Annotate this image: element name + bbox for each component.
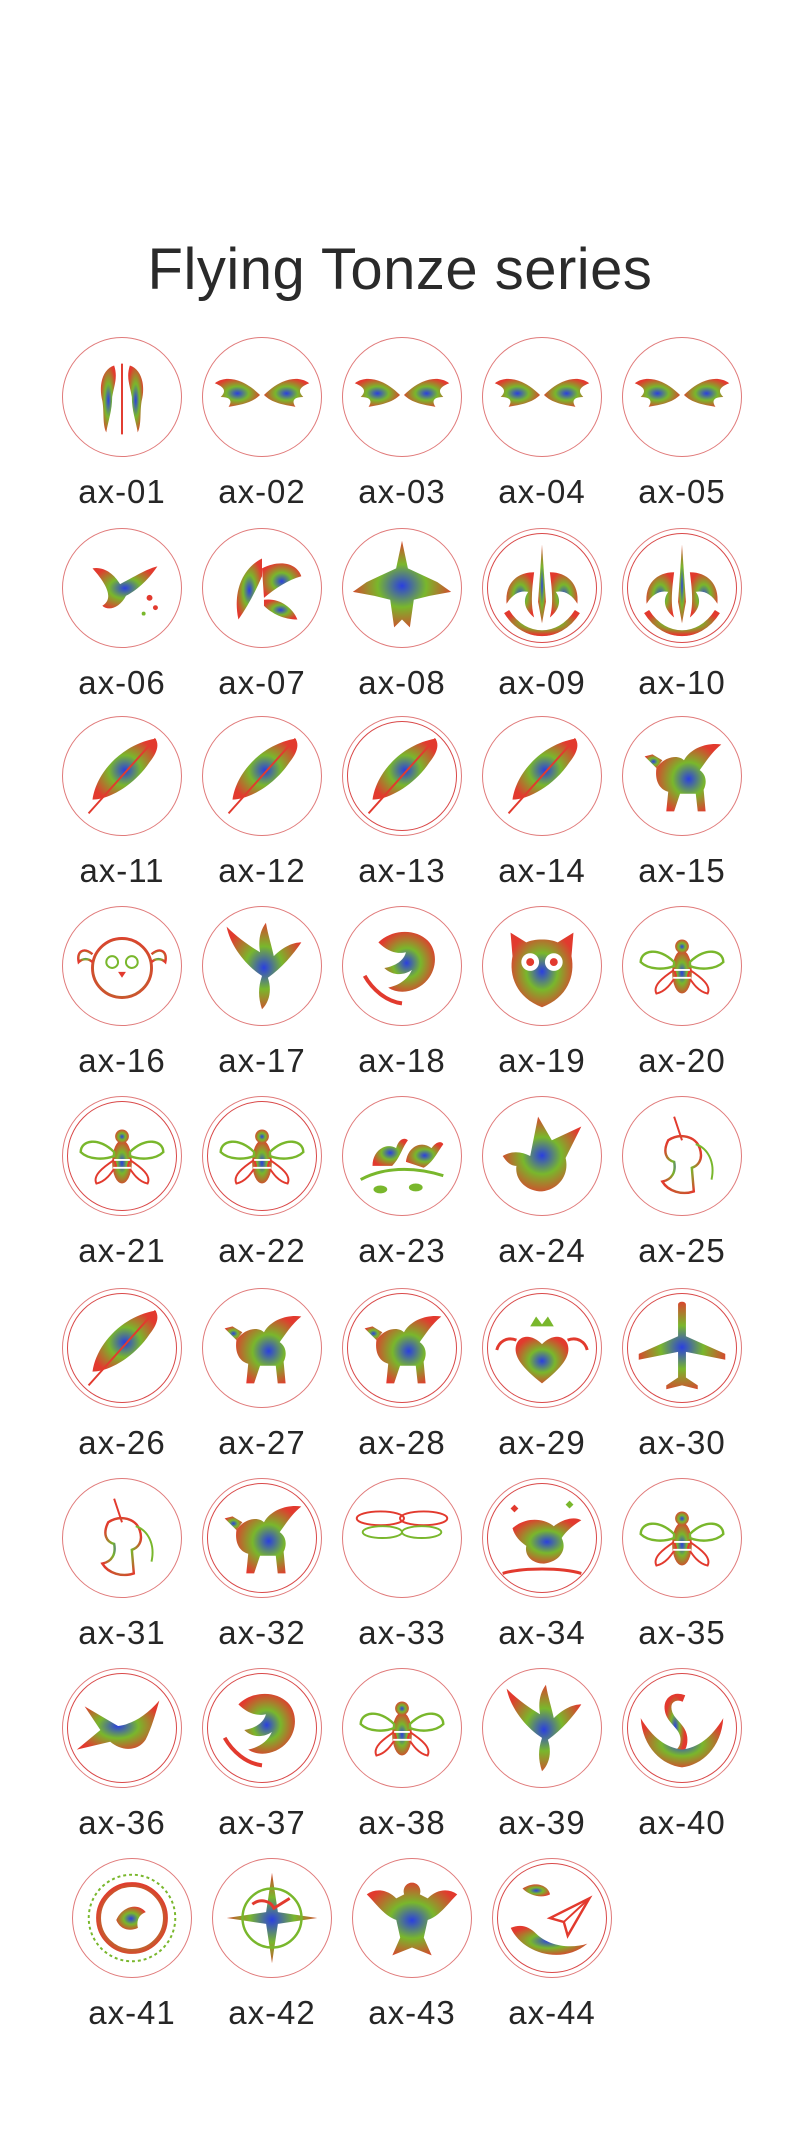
seal-code-label: ax-04 <box>498 473 586 510</box>
seal-code-label: ax-25 <box>638 1232 726 1269</box>
seal-stamp <box>202 1288 322 1408</box>
feather-icon <box>343 717 461 835</box>
seal-item-ax-22[interactable] <box>192 1096 332 1278</box>
bee-icon <box>63 1097 181 1215</box>
twin-birds-icon <box>63 338 181 456</box>
paper-plane-icon <box>493 1859 611 1977</box>
seal-code-label: ax-27 <box>218 1424 306 1461</box>
seal-item-ax-37[interactable] <box>192 1668 332 1850</box>
stork-icon <box>483 1479 601 1597</box>
bee-icon <box>623 907 741 1025</box>
seal-stamp <box>62 1478 182 1598</box>
seal-code-label: ax-18 <box>358 1042 446 1079</box>
seal-stamp <box>62 1288 182 1408</box>
seal-stamp <box>622 906 742 1026</box>
seal-item-ax-43[interactable] <box>342 1858 482 2040</box>
seal-stamp <box>622 528 742 648</box>
seal-code-label: ax-20 <box>638 1042 726 1079</box>
pegasus-icon <box>623 717 741 835</box>
seal-code-label: ax-02 <box>218 473 306 510</box>
unicorn-icon <box>63 1479 181 1597</box>
seal-item-ax-01[interactable] <box>52 337 192 519</box>
seal-stamp <box>202 337 322 457</box>
airplane-icon <box>623 1289 741 1407</box>
seal-code-label: ax-09 <box>498 664 586 701</box>
seal-code-label: ax-35 <box>638 1614 726 1651</box>
wings-icon <box>343 338 461 456</box>
seal-code-label: ax-36 <box>78 1804 166 1841</box>
dragon-icon <box>203 1669 321 1787</box>
seal-item-ax-02[interactable] <box>192 337 332 519</box>
seal-item-ax-35[interactable] <box>612 1478 752 1660</box>
seal-code-label: ax-17 <box>218 1042 306 1079</box>
seal-stamp <box>482 1096 602 1216</box>
seal-stamp <box>352 1858 472 1978</box>
seal-item-ax-33[interactable] <box>332 1478 472 1660</box>
seal-stamp <box>482 716 602 836</box>
seal-code-label: ax-19 <box>498 1042 586 1079</box>
seal-item-ax-26[interactable] <box>52 1288 192 1470</box>
seal-item-ax-42[interactable] <box>202 1858 342 2040</box>
seal-code-label: ax-32 <box>218 1614 306 1651</box>
seal-code-label: ax-40 <box>638 1804 726 1841</box>
seal-item-ax-28[interactable] <box>332 1288 472 1470</box>
owl-chick-icon <box>63 907 181 1025</box>
dragon-icon <box>343 907 461 1025</box>
seal-stamp <box>342 1096 462 1216</box>
seal-item-ax-03[interactable] <box>332 337 472 519</box>
seal-stamp <box>212 1858 332 1978</box>
seal-item-ax-38[interactable] <box>332 1668 472 1850</box>
seal-item-ax-04[interactable] <box>472 337 612 519</box>
swallow-icon <box>63 1669 181 1787</box>
unicorn-icon <box>623 1097 741 1215</box>
seal-stamp <box>492 1858 612 1978</box>
seal-item-ax-20[interactable] <box>612 906 752 1088</box>
hummingbird-icon <box>63 529 181 647</box>
pegasus-icon <box>343 1289 461 1407</box>
dragonfly-icon <box>343 1479 461 1597</box>
seal-item-ax-11[interactable] <box>52 716 192 898</box>
seal-item-ax-13[interactable] <box>332 716 472 898</box>
seal-item-ax-31[interactable] <box>52 1478 192 1660</box>
seal-code-label: ax-03 <box>358 473 446 510</box>
seal-item-ax-41[interactable] <box>62 1858 202 2040</box>
seal-code-label: ax-38 <box>358 1804 446 1841</box>
feather-icon <box>203 717 321 835</box>
seal-stamp <box>202 528 322 648</box>
seal-stamp <box>72 1858 192 1978</box>
seal-stamp <box>62 337 182 457</box>
seal-stamp <box>342 1478 462 1598</box>
phoenix-icon <box>483 1669 601 1787</box>
seal-item-ax-30[interactable] <box>612 1288 752 1470</box>
pegasus-icon <box>203 1479 321 1597</box>
seal-stamp <box>622 1668 742 1788</box>
feather-icon <box>63 717 181 835</box>
seal-item-ax-16[interactable] <box>52 906 192 1088</box>
seal-code-label: ax-31 <box>78 1614 166 1651</box>
seal-code-label: ax-28 <box>358 1424 446 1461</box>
seal-code-label: ax-11 <box>79 852 165 889</box>
seal-stamp <box>482 1288 602 1408</box>
seal-item-ax-14[interactable] <box>472 716 612 898</box>
seal-stamp <box>482 528 602 648</box>
seal-item-ax-15[interactable] <box>612 716 752 898</box>
seal-code-label: ax-29 <box>498 1424 586 1461</box>
seal-item-ax-27[interactable] <box>192 1288 332 1470</box>
jedi-emblem-icon <box>483 529 601 647</box>
seal-code-label: ax-44 <box>508 1994 596 2031</box>
seal-code-label: ax-39 <box>498 1804 586 1841</box>
ornate-bird-icon <box>73 1859 191 1977</box>
compass-bird-icon <box>213 1859 331 1977</box>
seal-item-ax-29[interactable] <box>472 1288 612 1470</box>
bee-icon <box>343 1669 461 1787</box>
seal-code-label: ax-06 <box>78 664 166 701</box>
seal-stamp <box>482 337 602 457</box>
seal-code-label: ax-08 <box>358 664 446 701</box>
seal-code-label: ax-24 <box>498 1232 586 1269</box>
bee-icon <box>203 1097 321 1215</box>
feather-icon <box>483 717 601 835</box>
seal-item-ax-07[interactable] <box>192 528 332 710</box>
seal-stamp <box>202 1668 322 1788</box>
bee-icon <box>623 1479 741 1597</box>
seal-code-label: ax-21 <box>78 1232 166 1269</box>
seal-item-ax-23[interactable] <box>332 1096 472 1278</box>
seal-code-label: ax-34 <box>498 1614 586 1651</box>
seal-stamp <box>202 1478 322 1598</box>
pegasus-icon <box>203 1289 321 1407</box>
seal-code-label: ax-37 <box>218 1804 306 1841</box>
seal-item-ax-44[interactable] <box>482 1858 622 2040</box>
seal-stamp <box>62 1096 182 1216</box>
eagle-crest-icon <box>353 1859 471 1977</box>
seal-item-ax-36[interactable] <box>52 1668 192 1850</box>
seal-code-label: ax-07 <box>218 664 306 701</box>
seal-item-ax-18[interactable] <box>332 906 472 1088</box>
seal-stamp <box>342 1288 462 1408</box>
seal-code-label: ax-26 <box>78 1424 166 1461</box>
seal-code-label: ax-15 <box>638 852 726 889</box>
page-title: Flying Tonze series <box>147 237 653 302</box>
seal-stamp <box>62 528 182 648</box>
seal-stamp <box>342 337 462 457</box>
jedi-emblem-icon <box>623 529 741 647</box>
seal-code-label: ax-42 <box>228 1994 316 2031</box>
seal-stamp <box>622 1288 742 1408</box>
seal-code-label: ax-01 <box>78 473 166 510</box>
seal-item-ax-34[interactable] <box>472 1478 612 1660</box>
seal-item-ax-09[interactable] <box>472 528 612 710</box>
wings-icon <box>623 338 741 456</box>
seal-stamp <box>202 1096 322 1216</box>
seal-stamp <box>202 906 322 1026</box>
seal-code-label: ax-05 <box>638 473 726 510</box>
seal-item-ax-05[interactable] <box>612 337 752 519</box>
seal-code-label: ax-30 <box>638 1424 726 1461</box>
seal-item-ax-25[interactable] <box>612 1096 752 1278</box>
seal-stamp <box>622 1478 742 1598</box>
seal-item-ax-10[interactable] <box>612 528 752 710</box>
seal-stamp <box>622 1096 742 1216</box>
seal-stamp <box>62 906 182 1026</box>
wings-icon <box>203 338 321 456</box>
swan-icon <box>623 1669 741 1787</box>
seal-stamp <box>482 1668 602 1788</box>
seal-stamp <box>622 716 742 836</box>
seal-code-label: ax-16 <box>78 1042 166 1079</box>
seal-item-ax-24[interactable] <box>472 1096 612 1278</box>
seal-code-label: ax-43 <box>368 1994 456 2031</box>
phoenix-icon <box>203 907 321 1025</box>
seal-item-ax-32[interactable] <box>192 1478 332 1660</box>
seal-item-ax-17[interactable] <box>192 906 332 1088</box>
birds-branch-icon <box>343 1097 461 1215</box>
seal-stamp <box>342 1668 462 1788</box>
seal-code-label: ax-22 <box>218 1232 306 1269</box>
seal-item-ax-08[interactable] <box>332 528 472 710</box>
seal-stamp <box>622 337 742 457</box>
seal-stamp <box>482 906 602 1026</box>
seal-stamp <box>62 1668 182 1788</box>
seal-stamp <box>202 716 322 836</box>
seal-stamp <box>482 1478 602 1598</box>
claddagh-icon <box>483 1289 601 1407</box>
wings-icon <box>483 338 601 456</box>
bird-icon <box>483 1097 601 1215</box>
owl-icon <box>483 907 601 1025</box>
seal-stamp <box>342 528 462 648</box>
seal-item-ax-12[interactable] <box>192 716 332 898</box>
seal-item-ax-39[interactable] <box>472 1668 612 1850</box>
seal-item-ax-40[interactable] <box>612 1668 752 1850</box>
seal-code-label: ax-41 <box>88 1994 176 2031</box>
feather-icon <box>63 1289 181 1407</box>
seal-item-ax-06[interactable] <box>52 528 192 710</box>
seal-stamp <box>342 716 462 836</box>
seal-item-ax-21[interactable] <box>52 1096 192 1278</box>
seal-code-label: ax-12 <box>218 852 306 889</box>
seal-code-label: ax-14 <box>498 852 586 889</box>
seal-stamp <box>342 906 462 1026</box>
seal-item-ax-19[interactable] <box>472 906 612 1088</box>
seal-code-label: ax-33 <box>358 1614 446 1651</box>
seal-code-label: ax-13 <box>358 852 446 889</box>
seal-stamp <box>62 716 182 836</box>
winged-crest-icon <box>343 529 461 647</box>
seal-code-label: ax-23 <box>358 1232 446 1269</box>
fairy-wings-icon <box>203 529 321 647</box>
seal-code-label: ax-10 <box>638 664 726 701</box>
